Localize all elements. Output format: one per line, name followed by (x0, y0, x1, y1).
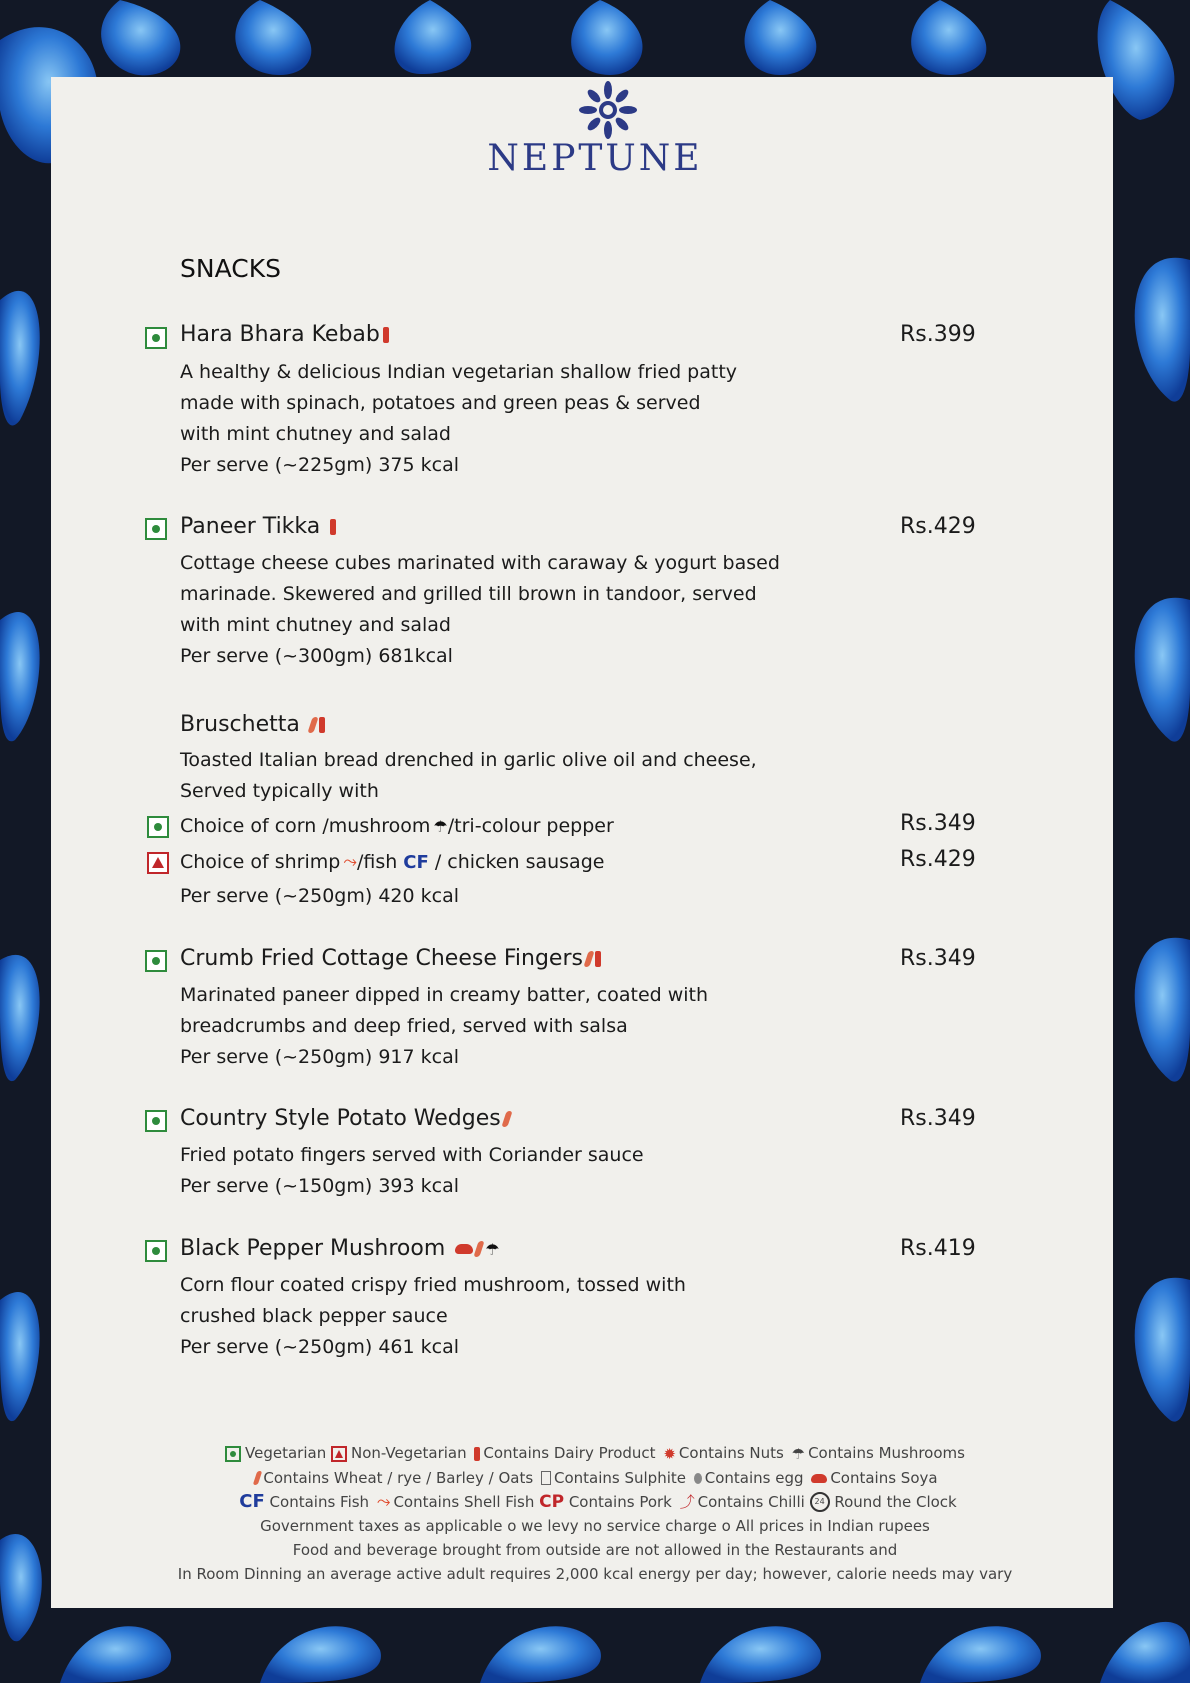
veg-icon (145, 327, 167, 349)
option-row (180, 811, 614, 842)
wheat-icon (253, 1471, 263, 1485)
item-title: Paneer Tikka (180, 514, 321, 539)
item-footer: Per serve (~250gm) 420 kcal (180, 885, 459, 907)
dairy-icon (319, 717, 325, 733)
desc-line: Per serve (~250gm) 461 kcal (180, 1336, 459, 1358)
item-description (180, 980, 708, 1073)
item-price: Rs.419 (900, 1236, 976, 1261)
item-name (180, 1236, 500, 1261)
legend-label: Non-Vegetarian (350, 1444, 467, 1462)
desc-line: Per serve (~300gm) 681kcal (180, 645, 453, 667)
veg-icon (145, 518, 167, 540)
brand-name: NEPTUNE (487, 138, 703, 179)
veg-icon (145, 1240, 167, 1262)
item-price: Rs.399 (900, 322, 976, 347)
legend-note: Food and beverage brought from outside are not allowed in the Restaurants and (292, 1541, 898, 1559)
item-price: Rs.429 (900, 514, 976, 539)
item-name (180, 946, 601, 971)
veg-icon (145, 950, 167, 972)
dairy-icon (474, 1447, 480, 1461)
wheat-icon (474, 1241, 485, 1257)
desc-line: Per serve (~250gm) 917 kcal (180, 1046, 459, 1068)
desc-line: with mint chutney and salad (180, 423, 451, 445)
desc-line: A healthy & delicious Indian vegetarian shallow fried patty (180, 361, 738, 383)
soya-icon (455, 1244, 473, 1254)
shellfish-icon: ⤳ (376, 1492, 391, 1512)
item-description (180, 548, 780, 672)
nonveg-icon (147, 852, 169, 874)
wheat-icon (583, 951, 594, 967)
legend-label: Contains Mushrooms (808, 1444, 965, 1462)
option-price: Rs.349 (900, 811, 976, 836)
desc-line: Per serve (~225gm) 375 kcal (180, 454, 459, 476)
legend-label: Contains Nuts (678, 1444, 784, 1462)
nonveg-icon (331, 1446, 347, 1462)
desc-line: Toasted Italian bread drenched in garlic olive oil and cheese, (180, 749, 757, 771)
legend-label: Contains Sulphite (553, 1468, 686, 1487)
option-text: /tri-colour pepper (447, 815, 614, 837)
veg-icon (145, 1110, 167, 1132)
item-price: Rs.349 (900, 946, 976, 971)
legend-label: Contains Soya (830, 1468, 938, 1487)
neptune-emblem-icon (578, 80, 638, 140)
legend-label: Contains Shell Fish (393, 1492, 535, 1511)
option-price: Rs.429 (900, 847, 976, 872)
section-title: SNACKS (180, 254, 281, 283)
round-the-clock-icon: 24 (810, 1492, 830, 1512)
desc-line: Per serve (~150gm) 393 kcal (180, 1175, 459, 1197)
desc-line: crushed black pepper sauce (180, 1305, 448, 1327)
nuts-icon: ✹ (663, 1444, 676, 1463)
item-title: Hara Bhara Kebab (180, 322, 380, 347)
desc-line: made with spinach, potatoes and green peas & served (180, 392, 701, 414)
legend-label: Contains Dairy Product (483, 1444, 656, 1462)
dairy-icon (330, 519, 336, 535)
legend (0, 1441, 1190, 1586)
item-price: Rs.349 (900, 1106, 976, 1131)
desc-line: Corn flour coated crispy fried mushroom, tossed with (180, 1274, 686, 1296)
legend-label: Contains Chilli (697, 1492, 805, 1511)
wheat-icon (307, 717, 318, 733)
fish-cf-icon: CF (239, 1490, 265, 1512)
legend-label: Contains Pork (568, 1492, 672, 1511)
shrimp-icon: ⤳ (343, 852, 357, 872)
item-description (180, 1270, 686, 1363)
fish-cf-icon: CF (403, 852, 429, 873)
desc-line: Cottage cheese cubes marinated with caraway & yogurt based (180, 552, 780, 574)
legend-label: Round the Clock (834, 1492, 957, 1511)
desc-line: breadcrumbs and deep fried, served with salsa (180, 1015, 628, 1037)
item-title: Black Pepper Mushroom (180, 1236, 446, 1261)
menu-paper (51, 77, 1113, 1608)
desc-line: Served typically with (180, 780, 379, 802)
legend-note: In Room Dinning an average active adult requires 2,000 kcal energy per day; however, calorie needs may vary (177, 1565, 1013, 1583)
legend-label: Contains Fish (269, 1492, 370, 1511)
legend-label: Contains Wheat / rye / Barley / Oats (263, 1468, 534, 1487)
desc-line: with mint chutney and salad (180, 614, 451, 636)
sulphite-icon (541, 1471, 551, 1485)
desc-line: marinade. Skewered and grilled till brown in tandoor, served (180, 583, 757, 605)
item-title: Crumb Fried Cottage Cheese Fingers (180, 946, 583, 971)
soya-icon (811, 1474, 827, 1483)
veg-icon (147, 816, 169, 838)
legend-row (0, 1466, 1190, 1490)
mushroom-icon: ☂ (433, 817, 448, 836)
item-name (180, 322, 389, 347)
item-title: Country Style Potato Wedges (180, 1106, 501, 1131)
item-name (180, 514, 336, 539)
egg-icon (694, 1473, 702, 1484)
legend-row (0, 1490, 1190, 1515)
dairy-icon (595, 951, 601, 967)
dairy-icon (383, 327, 389, 343)
item-title: Bruschetta (180, 712, 300, 737)
item-description (180, 745, 757, 807)
option-text: /fish (356, 851, 398, 873)
veg-icon (225, 1446, 241, 1462)
mushroom-icon: ☂ (485, 1239, 500, 1259)
option-text: Choice of shrimp (180, 851, 341, 873)
legend-row (0, 1441, 1190, 1466)
legend-note: Government taxes as applicable o we levy no service charge o All prices in Indian rupees (260, 1517, 930, 1535)
option-row (180, 847, 604, 878)
pork-cp-icon: CP (539, 1491, 565, 1512)
item-name (180, 1106, 510, 1131)
legend-label: Contains egg (704, 1468, 804, 1487)
item-description (180, 1140, 644, 1202)
item-description (180, 357, 737, 481)
legend-label: Vegetarian (245, 1444, 327, 1462)
desc-line: Marinated paneer dipped in creamy batter, coated with (180, 984, 709, 1006)
mushroom-icon: ☂ (791, 1444, 806, 1463)
item-name (180, 712, 325, 737)
chilli-icon: ⤴ (679, 1493, 695, 1511)
option-text: Choice of corn /mushroom (180, 815, 431, 837)
option-text: / chicken sausage (434, 851, 605, 873)
desc-line: Fried potato fingers served with Coriander sauce (180, 1144, 644, 1166)
